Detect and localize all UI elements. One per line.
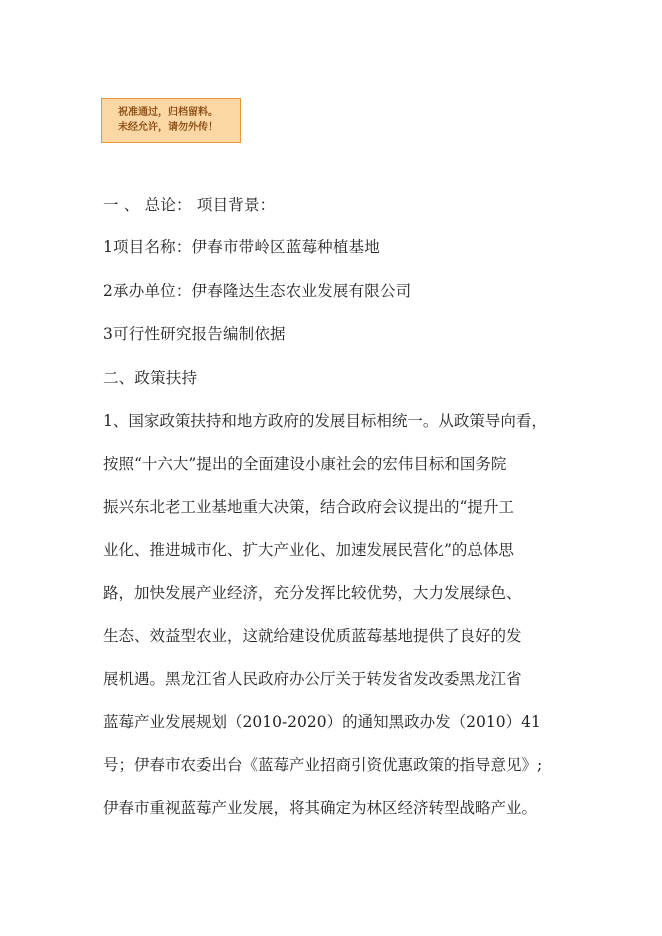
basis-line: 3可行性研究报告编制依据 <box>103 325 286 343</box>
stamp-line-1: 祝准通过，归档留料。 <box>118 107 218 118</box>
stamp-line-2: 未经允许，请勿外传！ <box>118 122 218 133</box>
body-line: 路，加快发展产业经济，充分发挥比较优势，大力发展绿色、 <box>103 584 522 602</box>
overview-heading: 一 、 总论： 项目背景： <box>103 196 276 214</box>
body-line: 振兴东北老工业基地重大决策，结合政府会议提出的“提升工 <box>103 498 514 516</box>
body-line: 1、国家政策扶持和地方政府的发展目标相统一。从政策导向看， <box>103 412 547 430</box>
organizer-line: 2承办单位：伊春隆达生态农业发展有限公司 <box>103 282 412 300</box>
body-line: 展机遇。黑龙江省人民政府办公厅关于转发省发改委黑龙江省 <box>103 670 522 688</box>
body-line: 按照“十六大”提出的全面建设小康社会的宏伟目标和国务院 <box>103 455 507 473</box>
body-line: 伊春市重视蓝莓产业发展，将其确定为林区经济转型战略产业。 <box>103 799 538 817</box>
project-name-line: 1项目名称：伊春市带岭区蓝莓种植基地 <box>103 238 380 256</box>
policy-heading: 二、政策扶持 <box>103 369 198 387</box>
confidential-stamp <box>101 98 241 143</box>
body-line: 业化、推进城市化、扩大产业化、加速发展民营化”的总体思 <box>103 541 514 559</box>
body-line: 生态、效益型农业，这就给建设优质蓝莓基地提供了良好的发 <box>103 627 522 645</box>
body-line: 蓝莓产业发展规划（2010-2020）的通知黑政办发（2010）41 <box>103 713 541 731</box>
body-line: 号；伊春市农委出台《蓝莓产业招商引资优惠政策的指导意见》; <box>103 756 543 774</box>
